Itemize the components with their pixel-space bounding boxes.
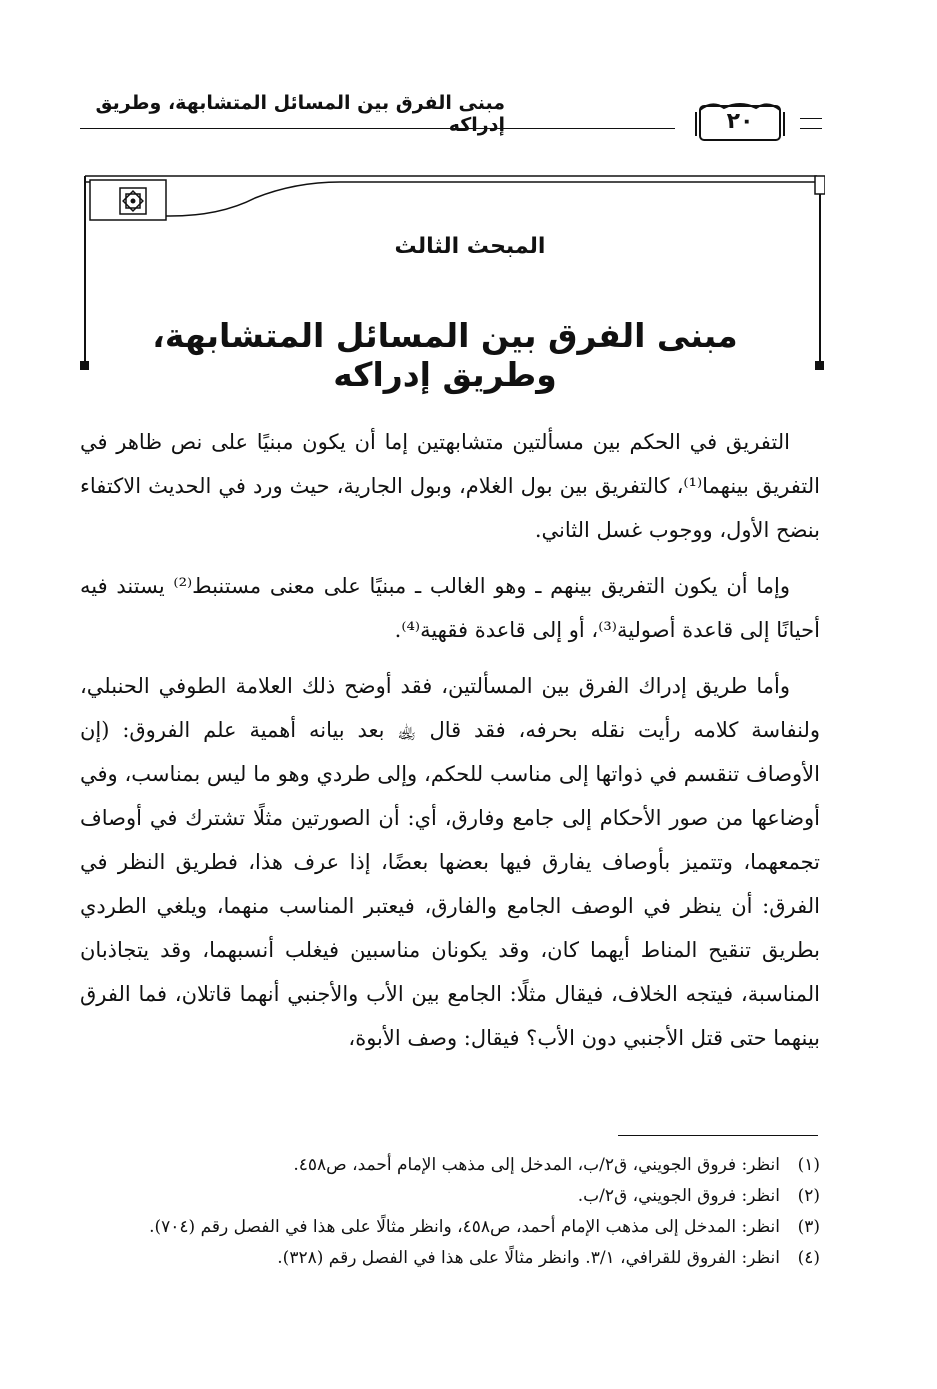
footnotes <box>80 1150 820 1274</box>
footnote-text: انظر: فروق الجويني، ق٢/ب. <box>577 1186 780 1206</box>
body-text <box>80 420 820 1072</box>
paragraph-3: وأما طريق إدراك الفرق بين المسألتين، فقد أوضح ذلك العلامة الطوفي الحنبلي، ولنفاسة كلامه رأيت نقله بحرفه، فقد قال ﵀ بعد بيانه أهمية علم الفروق: (إن الأوصاف تنقسم في ذواتها إلى مناسب للحكم، وإلى طردي وهو ما ليس بمناسب، وفي أوضاعها من صور الأحكام إلى جامع وفارق، أي: أن الصورتين مثلًا تشترك في أوصاف تجمعهما، وتتميز بأوصاف يفارق فيها بعضها بعضًا، إذا عرف هذا، فطريق النظر في الفرق: أن ينظر في الوصف الجامع والفارق، فيعتبر المناسب منهما، ويلغي الطردي بطريق تنقيح المناط أيهما كان، وقد يكونان مناسبين فيغلب أنسبهما، وقد يتجاذبان المناسبة، فيتجه الخلاف، فيقال مثلًا: الجامع بين الأب والأجنبي أنهما قاتلان، فما الفرق بينهما حتى قتل الأجنبي دون الأب؟ فيقال: وصف الأبوة، <box>80 674 820 1050</box>
footnote-number: (٢) <box>797 1186 820 1206</box>
header-rule-short-top <box>800 118 822 119</box>
chapter-title: مبنى الفرق بين المسائل المتشابهة، وطريق إدراكه <box>152 316 738 394</box>
footnote-text: انظر: الفروق للقرافي، ٣/١. وانظر مثالًا على هذا في الفصل رقم (٣٢٨). <box>277 1248 780 1268</box>
footnote-item <box>80 1212 820 1243</box>
running-title: مبنى الفرق بين المسائل المتشابهة، وطريق إدراكه <box>95 92 505 136</box>
footnote-item <box>80 1150 820 1181</box>
section-label: المبحث الثالث <box>394 234 546 259</box>
footnote-item <box>80 1181 820 1212</box>
footnote-number: (١) <box>797 1155 820 1175</box>
footnote-number: (٤) <box>797 1248 820 1268</box>
page-number: ٢٠ <box>726 109 754 134</box>
footnote-number: (٣) <box>797 1217 820 1237</box>
header-rule-short-bottom <box>800 128 822 129</box>
footnote-text: انظر: المدخل إلى مذهب الإمام أحمد، ص٤٥٨، وانظر مثالًا على هذا في الفصل رقم (٧٠٤). <box>149 1217 780 1237</box>
paragraph-1: التفريق في الحكم بين مسألتين متشابهتين إما أن يكون مبنيًا على نص ظاهر في التفريق بينهما⁽¹⁾، كالتفريق بين بول الغلام، وبول الجارية، حيث ورد في الحديث الاكتفاء بنضح الأول، ووجوب غسل الثاني. <box>80 430 821 542</box>
paragraph-2: وإما أن يكون التفريق بينهم ـ وهو الغالب ـ مبنيًا على معنى مستنبط⁽²⁾ يستند فيه أحيانًا إلى قاعدة أصولية⁽³⁾، أو إلى قاعدة فقهية⁽⁴⁾. <box>80 574 820 642</box>
star-ornament-icon <box>118 186 148 216</box>
footnote-text: انظر: فروق الجويني، ق٢/ب، المدخل إلى مذهب الإمام أحمد، ص٤٥٨. <box>293 1155 780 1175</box>
header-rule <box>80 128 675 129</box>
footnote-separator <box>618 1135 818 1136</box>
footnote-item <box>80 1243 820 1274</box>
